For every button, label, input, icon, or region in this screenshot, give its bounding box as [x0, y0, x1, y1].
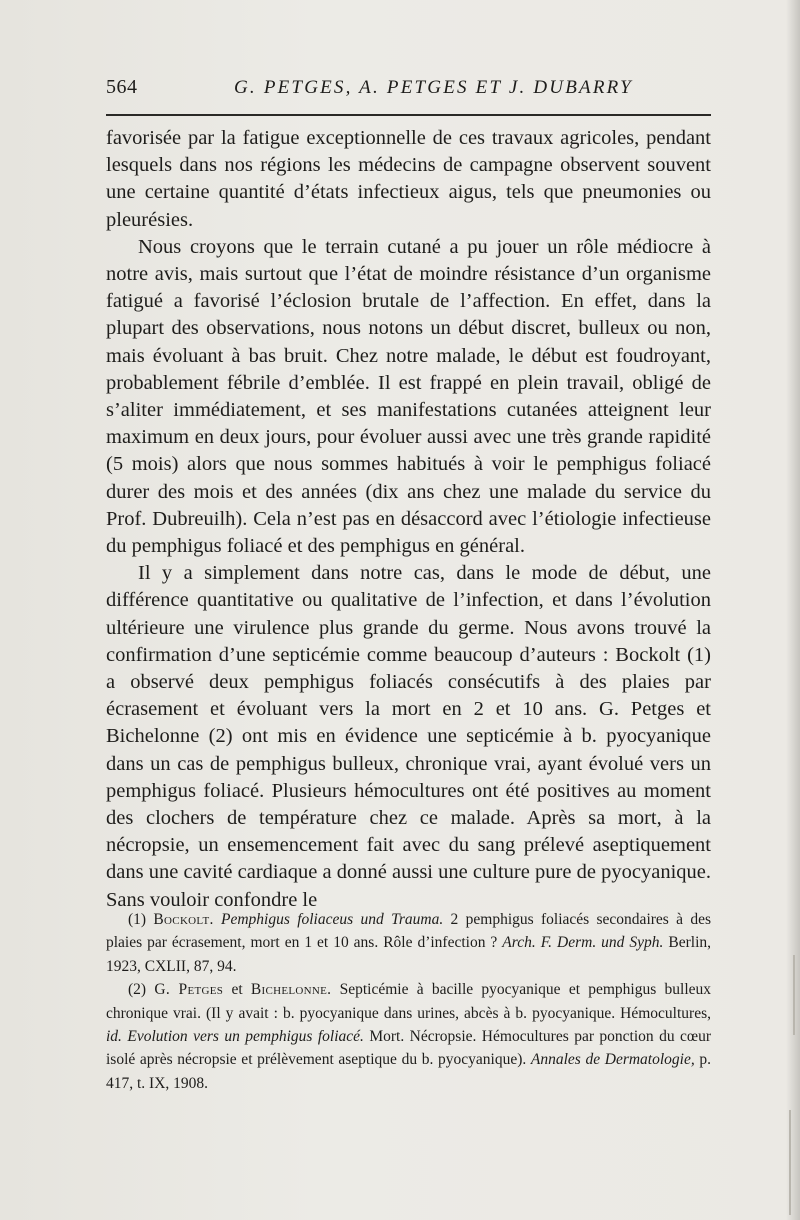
footnote-author: Bockolt.	[153, 911, 214, 928]
footnote-author: G. Petges	[154, 981, 224, 999]
header-rule	[106, 114, 711, 116]
footnote-conjunction: et	[231, 981, 243, 999]
scan-mark	[793, 955, 795, 1035]
main-text	[106, 125, 711, 914]
footnote-2	[106, 978, 711, 1095]
paragraph: Nous croyons que le terrain cutané a pu jouer un rôle médiocre à notre avis, mais surtout que l’état de moindre résistance d’un organisme fatigué a favorisé l’éclosion brutale de l’affection. En effet, dans la plupart des observations, nous notons un début discret, bulleux ou non, mais évoluant à bas bruit. Chez notre malade, le début est foudroyant, probablement fébrile d’emblée. Il est frappé en plein travail, obligé de s’aliter immédiatement, et ses manifestations cutanées atteignent leur maximum en deux jours, pour évoluer aussi avec une très grande rapidité (5 mois) alors que nous sommes habitués à voir le pemphigus foliacé durer des mois et des années (dix ans chez une malade du service du Prof. Dubreuilh). Cela n’est pas en désaccord avec l’étiologie infectieuse du pemphigus foliacé et des pemphigus en général.	[106, 235, 711, 558]
page-number: 564	[106, 76, 138, 98]
footnote-author: Bichelonne.	[250, 981, 332, 999]
footnote-journal: Arch. F. Derm. und Syph.	[502, 934, 664, 952]
footnote-text: Septicémie à bacille pyocyanique et pemphigus bulleux chronique vrai. (Il y avait : b. pyocyanique dans urines, abcès à b. pyocyanique. Hémocultures,	[106, 981, 712, 1022]
scan-mark	[789, 1110, 791, 1215]
footnote-1	[106, 908, 711, 978]
footnote-title: Pemphigus foliaceus und Trauma.	[220, 911, 444, 928]
footnote-number: (2)	[128, 981, 147, 999]
footnote-number: (1)	[128, 911, 147, 928]
footnote-ibid: id.	[106, 1028, 122, 1046]
paragraph-continuation: favorisée par la fatigue exceptionnelle de ces travaux agricoles, pendant lesquels dans nos régions les médecins de campagne observent souvent une certaine quantité d’états infectieux aigus, tels que pneumonies ou pleurésies.	[106, 127, 711, 231]
footnote-text: Mort. Nécropsie. Hémocultures par ponction du cœur isolé après nécropsie et prélèvement aseptique du b. pyocyanique).	[106, 1028, 712, 1069]
page-edge-shadow	[786, 0, 800, 1220]
footnote-title: Evolution vers un pemphigus foliacé.	[127, 1028, 364, 1046]
footnote-reference: p. 417, t. IX, 1908.	[106, 1051, 712, 1092]
page-header	[106, 76, 711, 106]
paragraph: Il y a simplement dans notre cas, dans le mode de début, une différence quantitative ou qualitative de l’infection, et dans l’évolution ultérieure une virulence plus grande du germe. Nous avons trouvé la confirmation d’une septicémie comme beaucoup d’auteurs : Bockolt (1) a observé deux pemphigus foliacés consécutifs à des plaies par écrasement et évoluant vers la mort en 2 et 10 ans. G. Petges et Bichelonne (2) ont mis en évidence une septicémie à b. pyocyanique dans un cas de pemphigus bulleux, chronique vrai, ayant évolué vers un pemphigus foliacé. Plusieurs hémocultures ont été positives au moment des clochers de température chez ce malade. Après sa mort, à la nécropsie, un ensemencement fait avec du sang prélevé aseptiquement dans une cavité cardiaque a donné aussi une culture pure de pyocyanique. Sans vouloir confondre le	[106, 562, 711, 911]
footnotes	[106, 908, 711, 1095]
running-head: G. PETGES, A. PETGES ET J. DUBARRY	[234, 77, 633, 98]
footnote-reference: Berlin, 1923, CXLII, 87, 94.	[106, 934, 712, 975]
footnote-text: 2 pemphigus foliacés secondaires à des plaies par écrasement, mort en 1 et 10 ans. Rôle d’infection ?	[106, 911, 712, 952]
footnote-journal: Annales de Dermatologie,	[530, 1051, 695, 1069]
